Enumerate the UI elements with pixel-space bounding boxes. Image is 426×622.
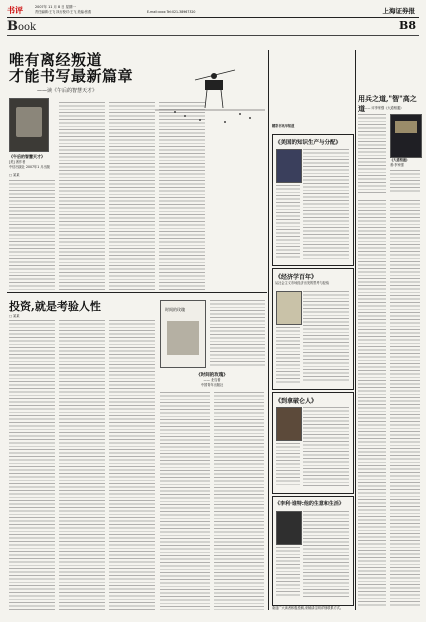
col-divider-2 [355,50,356,610]
time-body-col3 [214,392,264,610]
masthead [7,4,419,48]
book2-body-b [276,327,300,383]
byline: □ 某某 [9,173,20,177]
section-logo [7,19,36,34]
investment-top-rule [7,292,267,293]
right-body-top-b [390,170,420,194]
book1-cover [276,149,302,183]
book4-title: 《李利·谁特:他的生意和生活》 [275,501,344,507]
left-body-col3 [109,102,155,290]
investment-body-col1 [9,320,55,610]
book-meta-1: [美] 著作者 [9,160,26,164]
masthead-rule-2 [7,35,419,36]
page-number: B8 [399,19,416,32]
feature-title [9,52,133,84]
time-body-col2 [160,392,210,610]
time-book-cover-art [167,321,199,355]
right-body-col1 [358,200,386,606]
book2-body-a [303,291,349,383]
paper-name: 上海证券报 [382,7,415,15]
book-caption: 《午后的智慧天才》 [9,154,45,159]
editor-line: 责任编辑:王飞 执行校对:王飞 美编:张燕 [35,10,92,14]
book3-body-b [276,443,300,487]
time-body-col1 [210,300,265,366]
feature-title-line2: 才能书写最新篇章 [9,67,134,85]
section-en: ook [18,22,37,33]
time-book-title: 《时间的玫瑰》 [196,373,228,378]
book-meta-2: 中信出版社 2007年1 月出版 [9,165,50,169]
right-book-meta: 著:李家强 [390,163,404,167]
book4-body-a [303,511,349,597]
time-book-caption [160,372,264,387]
section-letter: B [7,19,18,34]
right-book-caption: 《大道相通》 [390,158,410,162]
left-body-col4 [159,102,205,290]
right-subtitle: —— 评李家强《大道相通》 [364,106,404,110]
feature-subtitle: ——读《午后的智慧天才》 [37,88,98,94]
book-cover-art [16,107,42,137]
middle-label: 精彩书讯早知道 [272,124,295,128]
right-feature [358,50,420,610]
left-body-col1 [9,180,55,290]
col-divider-1 [268,50,269,610]
book4-cover [276,511,302,545]
masthead-rule [7,17,419,18]
book-listing-4 [272,496,354,606]
time-book-meta: 中国青年出版社 [200,382,224,387]
book-cover-image [9,98,49,152]
date-line: 2007年 11 月 8 日 星期一 [35,5,76,9]
book1-body-b [276,185,300,259]
book1-body-a [303,149,349,259]
section-label: 书评 [7,5,23,15]
book2-title: 《经济学百年》 [275,274,318,281]
feature-title-line1: 唯有离经叛道 [9,51,103,69]
right-book-cover-art [395,121,417,133]
right-body-col2 [390,200,420,606]
book-listing-3 [272,392,354,494]
feature-illustration [155,50,265,130]
right-book-cover [390,114,422,158]
left-body-col2 [59,102,105,290]
book3-cover [276,407,302,441]
time-book-author: —— 北岛著 [203,378,221,382]
book-listing-1 [272,134,354,266]
footer-note: 欢迎广大读者积极投稿,来稿请注明详细联系方式。 [272,606,344,610]
investment-body-col2 [59,320,105,610]
investment-title: 投资,就是考验人性 [9,300,101,313]
book3-title: 《到拿破仑人》 [275,398,318,405]
tel-line: E-mail:xxxx Tel:021-38967320 [147,10,196,14]
book4-body-b [276,547,300,597]
time-book-cover-text: 时间的玫瑰 [165,307,185,312]
right-body-top-a [358,114,386,194]
investment-article [7,296,157,612]
don-quixote-illustration [155,50,265,130]
book2-cover [276,291,302,325]
right-title: 用兵之道,"智"高之道 [358,94,417,113]
book1-title: 《美国的知识生产与分配》 [275,140,342,146]
book2-subtitle: 从社会主义市场经济出发的思考与经验 [275,281,330,285]
book3-body-a [303,407,349,487]
time-book-cover [160,300,206,368]
investment-body-col3 [109,320,155,610]
book-listing-2 [272,268,354,390]
investment-byline: □ 某某 [9,314,20,318]
